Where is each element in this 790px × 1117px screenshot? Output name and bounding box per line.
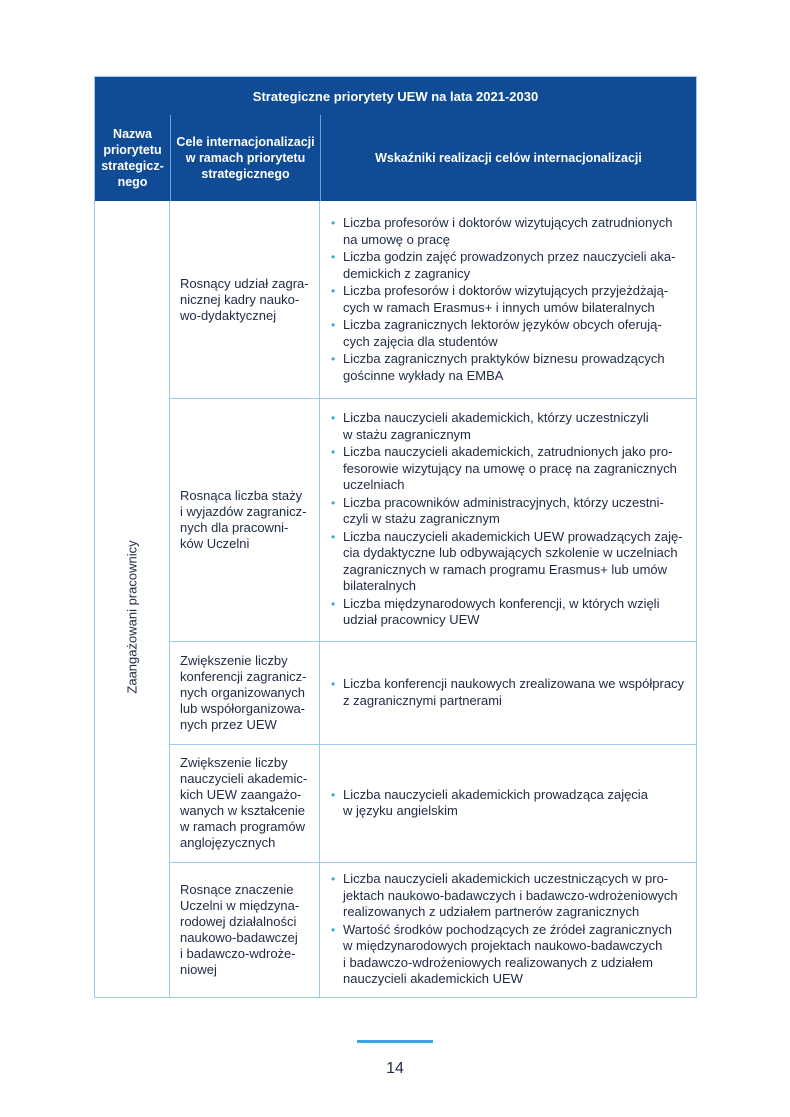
table-title: Strategiczne priorytety UEW na lata 2021-2030 [95,77,696,116]
indicator-item: • Liczba nauczycieli akademickich prowadząca zajęcia w języku angielskim [330,787,686,820]
indicator-item: • Liczba nauczycieli akademickich, zatrudnionych jako pro- fesorowie wizytujący na umowę o pracę na zagranicznych uczelniach [330,444,686,494]
indicator-item: • Liczba nauczycieli akademickich, którzy uczestniczyli w stażu zagranicznym [330,410,686,443]
indicator-item: • Liczba międzynarodowych konferencji, w których wzięli udział pracownicy UEW [330,596,686,629]
indicator-item: • Liczba godzin zajęć prowadzonych przez nauczycieli aka- demickich z zagranicy [330,249,686,282]
indicators-cell [320,201,696,398]
header-priority-name-label: Nazwa priorytetu strategicz- nego [101,127,164,189]
indicator-item: • Liczba zagranicznych praktyków biznesu prowadzących gościnne wykłady na EMBA [330,351,686,384]
table-header-row [95,115,696,201]
header-priority-name [95,115,170,201]
indicator-list [330,786,686,821]
table-row [170,201,696,399]
indicator-list [330,214,686,385]
table-row [170,398,696,642]
goal-cell: Rosnący udział zagra- nicznej kadry nauko- wo-dydaktycznej [170,201,320,398]
goal-cell: Rosnące znaczenie Uczelni w międzyna- rodowej działalności naukowo-badawczej i badawczo-wdroże- niowej [170,862,320,997]
indicators-cell [320,398,696,641]
goal-cell: Zwiększenie liczby konferencji zagranicz- nych organizowanych lub współorganizowa- nych przez UEW [170,641,320,744]
page-number-rule [357,1040,433,1043]
indicators-cell [320,744,696,862]
indicator-item: • Liczba nauczycieli akademickich UEW prowadzących zaję- cia dydaktyczne lub odbywających szkolenie w uczelniach zagranicznych w ramach programu Erasmus+ lub umów bilateralnych [330,529,686,595]
indicator-list [330,409,686,630]
indicator-item: • Liczba nauczycieli akademickich uczestniczących w pro- jektach naukowo-badawczych i badawczo-wdrożeniowych realizowanych z udziałem partnerów zagranicznych [330,871,686,921]
goal-cell: Rosnąca liczba staży i wyjazdów zagranicz- nych dla pracowni- ków Uczelni [170,398,320,641]
page-number: 14 [386,1060,404,1077]
table-row [170,744,696,863]
table-row [170,862,696,997]
indicator-item: • Wartość środków pochodzących ze źródeł zagranicznych w międzynarodowych projektach naukowo-badawczych i badawczo-wdrożeniowych realizowanych z udziałem nauczycieli akademickich UEW [330,922,686,988]
priority-cell [95,201,170,997]
indicator-item: • Liczba zagranicznych lektorów języków obcych oferują- cych zajęcia dla studentów [330,317,686,350]
indicator-item: • Liczba profesorów i doktorów wizytujących przyjeżdżają- cych w ramach Erasmus+ i innych umów bilateralnych [330,283,686,316]
table-row [170,641,696,745]
indicator-list [330,675,686,710]
goal-cell: Zwiększenie liczby nauczycieli akademic- kich UEW zaangażo- wanych w kształcenie w ramach programów anglojęzycznych [170,744,320,862]
priority-name: Zaangażowani pracownicy [124,540,140,694]
indicator-item: • Liczba profesorów i doktorów wizytujących zatrudnionych na umowę o pracę [330,215,686,248]
table-body [95,201,696,997]
indicator-item: • Liczba konferencji naukowych zrealizowana we współpracy z zagranicznymi partnerami [330,676,686,709]
indicator-list [330,870,686,989]
header-goals-label: Cele internacjonalizacji w ramach priorytetu strategicznego [176,135,315,181]
indicators-cell [320,641,696,744]
indicators-cell [320,862,696,997]
priorities-table [94,76,697,998]
indicator-item: • Liczba pracowników administracyjnych, którzy uczestni- czyli w stażu zagranicznym [330,495,686,528]
header-indicators-label: Wskaźniki realizacji celów internacjonalizacji [375,151,642,165]
header-goals [170,115,320,201]
header-indicators [320,115,696,201]
